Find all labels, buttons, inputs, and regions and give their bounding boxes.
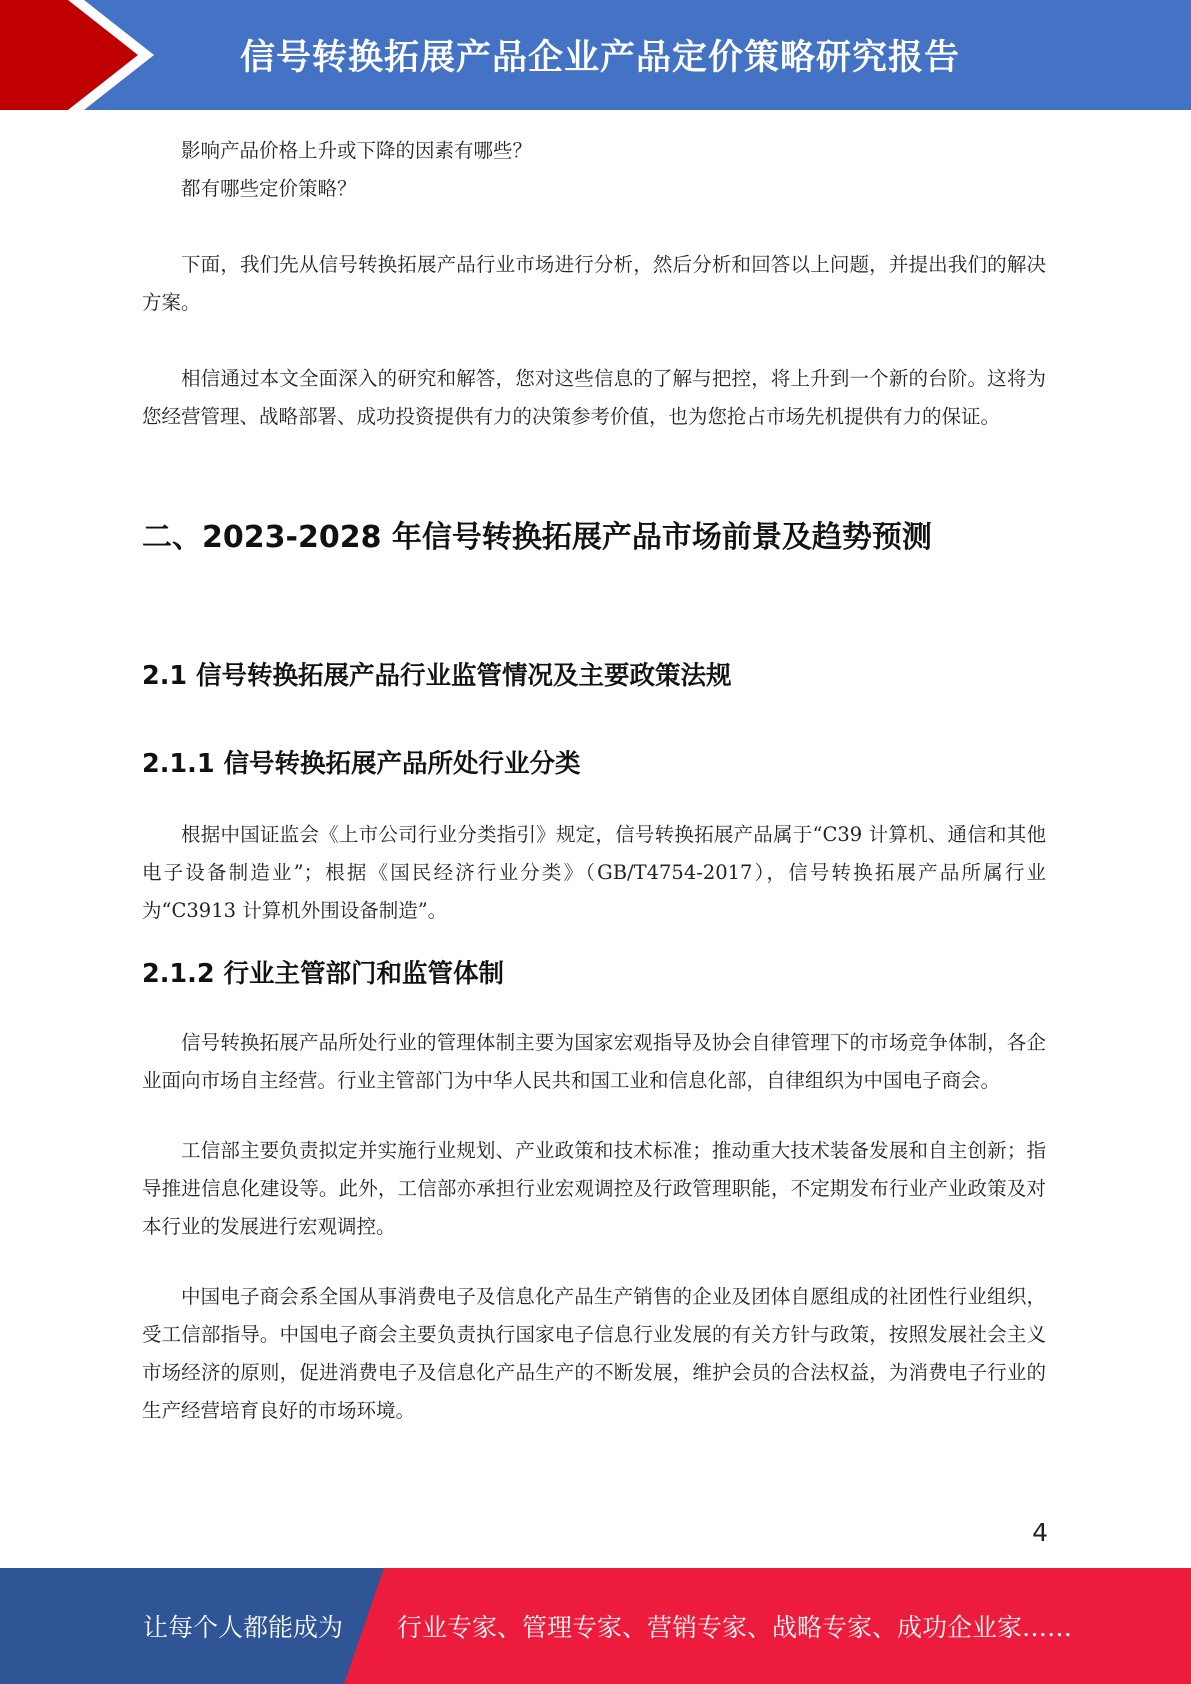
section-heading: 二、2023-2028 年信号转换拓展产品市场前景及趋势预测 [142,520,932,555]
header-arrow-graphic [0,0,260,110]
document-body [142,132,1046,1430]
footer-slogan-right: 行业专家、管理专家、营销专家、战略专家、成功企业家…… [397,1613,1073,1642]
sub-subsection-heading-2: 2.1.2 行业主管部门和监管体制 [142,959,504,989]
footer-banner [0,1568,1191,1684]
footer-slogan-left: 让每个人都能成为 [143,1613,344,1642]
sub-subsection-heading-1: 2.1.1 信号转换拓展产品所处行业分类 [142,749,581,779]
report-title: 信号转换拓展产品企业产品定价策略研究报告 [240,38,961,78]
intro-paragraph-1: 下面，我们先从信号转换拓展产品行业市场进行分析，然后分析和回答以上问题，并提出我们的解决方案。 [142,253,1046,314]
question-2: 都有哪些定价策略？ [181,177,357,200]
classification-paragraph: 根据中国证监会《上市公司行业分类指引》规定，信号转换拓展产品属于“C39 计算机、通信和其他电子设备制造业”；根据《国民经济行业分类》（GB/T4754-2017），信号转换拓展产品所属行业为“C3913 计算机外围设备制造”。 [142,823,1046,922]
intro-paragraph-2: 相信通过本文全面深入的研究和解答，您对这些信息的了解与把控，将上升到一个新的台阶。这将为您经营管理、战略部署、成功投资提供有力的决策参考价值，也为您抢占市场先机提供有力的保证。 [142,367,1046,428]
header-banner [0,0,1191,110]
regulation-paragraph-3: 中国电子商会系全国从事消费电子及信息化产品生产销售的企业及团体自愿组成的社团性行业组织，受工信部指导。中国电子商会主要负责执行国家电子信息行业发展的有关方针与政策，按照发展社会主义市场经济的原则，促进消费电子及信息化产品生产的不断发展，维护会员的合法权益，为消费电子行业的生产经营培育良好的市场环境。 [142,1285,1046,1422]
regulation-paragraph-1: 信号转换拓展产品所处行业的管理体制主要为国家宏观指导及协会自律管理下的市场竞争体制，各企业面向市场自主经营。行业主管部门为中华人民共和国工业和信息化部，自律组织为中国电子商会。 [142,1031,1046,1092]
regulation-paragraph-2: 工信部主要负责拟定并实施行业规划、产业政策和技术标准；推动重大技术装备发展和自主创新；指导推进信息化建设等。此外，工信部亦承担行业宏观调控及行政管理职能，不定期发布行业产业政策及对本行业的发展进行宏观调控。 [142,1139,1046,1238]
question-1: 影响产品价格上升或下降的因素有哪些？ [181,139,533,162]
subsection-heading: 2.1 信号转换拓展产品行业监管情况及主要政策法规 [142,661,732,691]
red-arrow-shape [0,0,138,110]
page-number: 4 [1032,1518,1048,1547]
